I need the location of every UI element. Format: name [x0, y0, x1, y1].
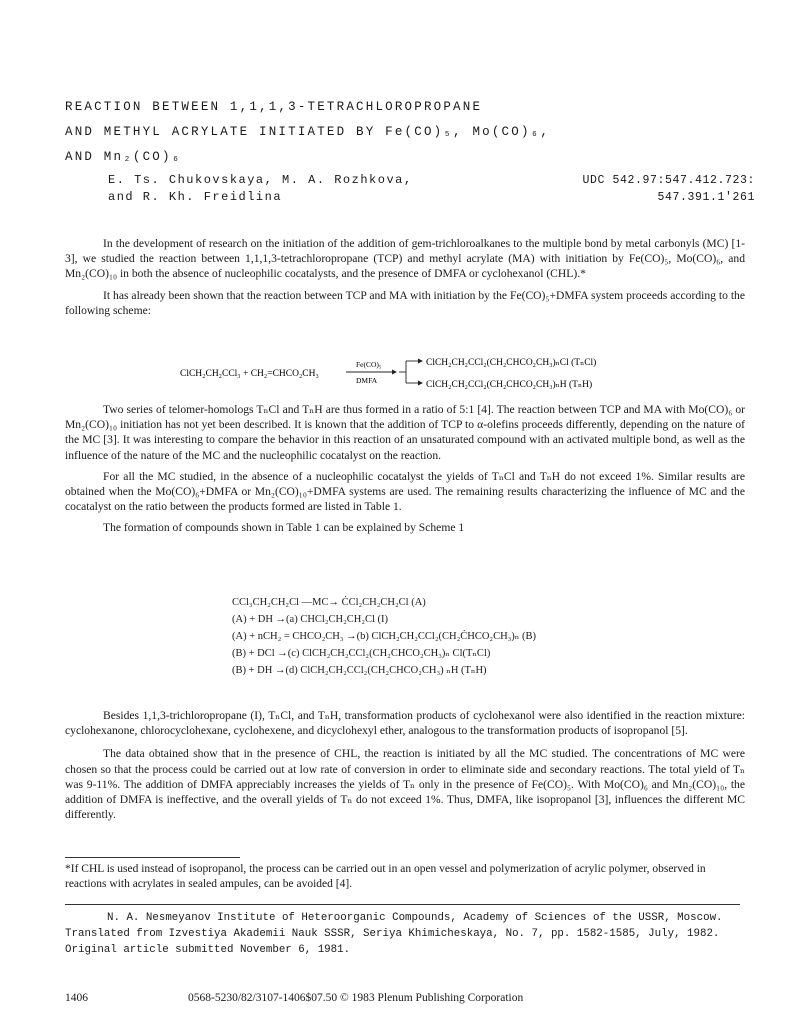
title-line-3: AND Mn₂(CO)₆: [65, 150, 182, 164]
authors: [108, 172, 413, 206]
scheme-arrow-head: [392, 370, 397, 375]
paragraph-scheme-intro: It has already been shown that the reaction between TCP and MA with initiation by the Fe(CO)₅+DMFA system proceeds according to the following scheme:: [65, 288, 745, 317]
copyright-line: 0568-5230/82/3107-1406$07.50 © 1983 Plenum Publishing Corporation: [188, 992, 524, 1004]
paragraph-byproducts: Besides 1,1,3-trichloropropane (I), TₙCl, and TₙH, transformation products of cyclohexanol were also identified in the reaction mixture: cyclohexanone, chlorocyclohexane, cyclohexene, and dicyclohexyl ether, analogous to the transformation products of isopropanol [5].: [65, 709, 745, 738]
equation-5: (B) + DH →(d) ClCH₂CH₂CCl₂(CH₂CHCO₂CH₃) ₙH (TₙH): [232, 665, 487, 676]
authors-line-1: E. Ts. Chukovskaya, M. A. Rozhkova,: [108, 173, 413, 187]
scheme-catalyst-top: Fe(CO)₅: [356, 360, 382, 369]
title-line-1: REACTION BETWEEN 1,1,1,3-TETRACHLOROPROPANE: [65, 100, 483, 114]
scheme-reactants: ClCH₂CH₂CCl₃ + CH₂=CHCO₂CH₃: [180, 369, 319, 379]
page-number: 1406: [65, 992, 88, 1004]
affiliation-note: N. A. Nesmeyanov Institute of Heteroorganic Compounds, Academy of Sciences of the USSR, Moscow. Translated from Izvestiya Akademii Nauk SSSR, Seriya Khimicheskaya, No. 7, pp. 1582-1585, July, 1982. Original article submitted November 6, 1981.: [65, 912, 723, 956]
scheme-catalyst-bottom: DMFA: [356, 376, 378, 385]
body-block-3: [65, 708, 745, 822]
article-title: [65, 95, 765, 170]
scheme-1-equations: [232, 594, 536, 679]
equation-3: (A) + nCH₂ = CHCO₂CH₃ →(b) ClCH₂CH₂CCl₂(CH₂ĊHCO₂CH₃)ₙ (B): [232, 631, 536, 642]
paragraph-results: The data obtained show that in the presence of CHL, the reaction is initiated by all the MC studied. The concentrations of MC were chosen so that the process could be carried out at low rate of conversion in order to eliminate side and secondary reactions. The total yield of Tₙ was 9-11%. The addition of DMFA appreciably increases the yields of Tₙ only in the presence of Fe(CO)₅. With Mo(CO)₆ and Mn₂(CO)₁₀, the addition of DMFA is ineffective, and the overall yields of Tₙ do not exceed 1%. Thus, DMFA, like isopropanol [3], influences the different MC differently.: [65, 747, 745, 822]
scheme-branch-lower-head: [418, 381, 423, 386]
scheme-product-2: ClCH₂CH₂CCl₂(CH₂CHCO₂CH₃)ₙH (TₙH): [426, 380, 593, 390]
body-block-2: [65, 402, 745, 536]
paragraph-yields: For all the MC studied, in the absence of a nucleophilic cocatalyst the yields of TₙCl and TₙH do not exceed 1%. Similar results are obtained when the Mo(CO)₆+DMFA or Mn₂(CO)₁₀+DMFA systems are used. The remaining results characterizing the influence of MC and the cocatalyst on the ratio between the products formed are listed in Table 1.: [65, 469, 745, 514]
reaction-scheme: [180, 356, 660, 393]
reaction-scheme-graphic: [180, 356, 660, 390]
udc-line-1: UDC 542.97:547.412.723:: [582, 174, 755, 187]
authors-line-2: and R. Kh. Freidlina: [108, 190, 283, 204]
scheme-branch-upper-head: [418, 359, 423, 364]
footnote-divider: [65, 857, 240, 858]
title-line-2: AND METHYL ACRYLATE INITIATED BY Fe(CO)₅, Mo(CO)₆,: [65, 125, 551, 139]
scheme-product-1: ClCH₂CH₂CCl₂(CH₂CHCO₂CH₃)ₙCl (TₙCl): [426, 358, 597, 368]
udc-line-2: 547.391.1'261: [657, 191, 755, 204]
equation-1: CCl₃CH₂CH₂Cl —MC→ ĊCl₂CH₂CH₂Cl (A): [232, 597, 426, 608]
udc-code: [582, 172, 755, 206]
equation-4: (B) + DCl →(c) ClCH₂CH₂CCl₂(CH₂CHCO₂CH₃)ₙ Cl(TₙCl): [232, 648, 491, 659]
paragraph-scheme1-intro: The formation of compounds shown in Table 1 can be explained by Scheme 1: [103, 521, 465, 535]
footnote: *If CHL is used instead of isopropanol, the process can be carried out in an open vessel and polymerization of acrylic polymer, observed in reactions with acrylates in sealed ampules, can be avoided [4].: [65, 863, 706, 890]
equation-2: (A) + DH →(a) CHCl₂CH₂CH₂Cl (I): [232, 614, 389, 625]
affiliation-divider: [65, 904, 740, 905]
paragraph-telomers: Two series of telomer-homologs TₙCl and TₙH are thus formed in a ratio of 5:1 [4]. The reaction between TCP and MA with Mo(CO)₆ or Mn₂(CO)₁₀ initiation has not yet been described. It is known that the addition of TCP to α-olefins proceeds differently, depending on the nature of the MC [3]. It was interesting to compare the behavior in this reaction of an unsaturated compound with an activated multiple bond, as well as the influence of the nature of the MC and the nucleophilic cocatalyst on the reaction.: [65, 403, 745, 462]
paragraph-intro: In the development of research on the initiation of the addition of gem-trichloroalkanes to the multiple bond by metal carbonyls (MC) [1-3], we studied the reaction between 1,1,1,3-tetrachloropropane (TCP) and methyl acrylate (MA) with initiation by Fe(CO)₅, Mo(CO)₆, and Mn₂(CO)₁₀ in both the absence of nucleophilic cocatalysts, and the presence of DMFA or cyclohexanol (CHL).*: [65, 237, 745, 281]
body-block-1: [65, 236, 745, 318]
